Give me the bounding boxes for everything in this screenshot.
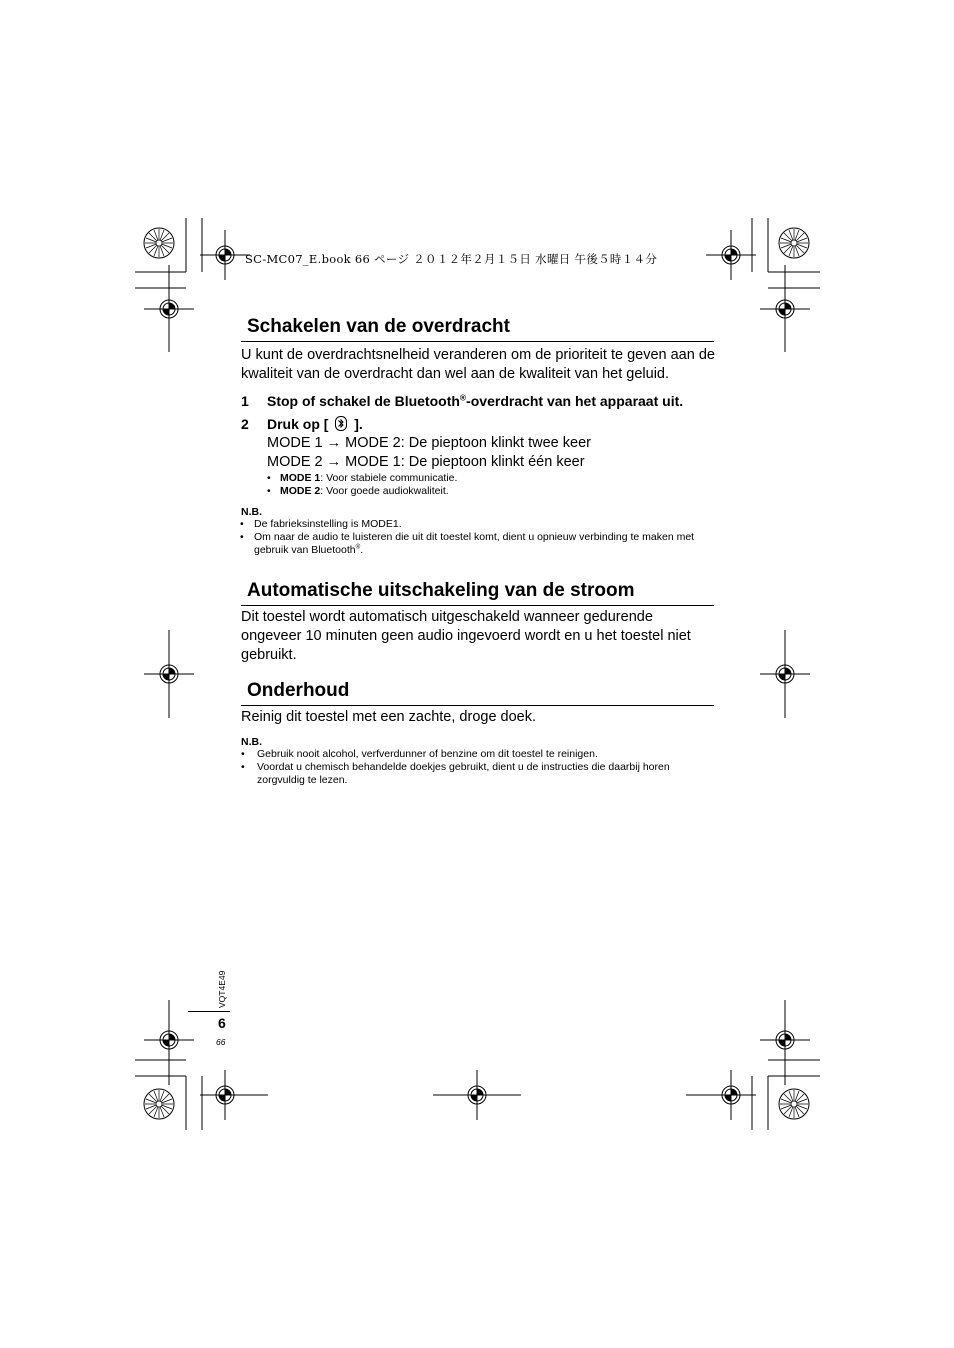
- nb-label: N.B.: [241, 736, 262, 748]
- note-item: • Om naar de audio te luisteren die uit dit toestel komt, dient u opnieuw verbinding te maken met gebruik van Bluetooth®.: [240, 531, 695, 556]
- note-item: • Gebruik nooit alcohol, verfverdunner of benzine om dit toestel te reinigen.: [241, 748, 598, 760]
- book-page-number: 66: [216, 1037, 226, 1047]
- section-title-transfer: Schakelen van de overdracht: [247, 316, 510, 337]
- mode-line-2: MODE 2 → MODE 1: De pieptoon klinkt één keer: [267, 454, 585, 470]
- bluetooth-icon: [335, 416, 347, 431]
- doc-code: VQT4E49: [217, 970, 227, 1008]
- section-rule: [241, 341, 714, 342]
- section-title-maintenance: Onderhoud: [247, 680, 350, 701]
- section-rule: [241, 705, 714, 706]
- note-item: • De fabrieksinstelling is MODE1.: [240, 518, 402, 530]
- section-maintenance-body: Reinig dit toestel met een zachte, droge doek.: [241, 709, 537, 725]
- mode-line-1: MODE 1 → MODE 2: De pieptoon klinkt twee keer: [267, 435, 591, 451]
- page-number: 6: [218, 1015, 226, 1031]
- section-rule: [241, 605, 714, 606]
- section-intro: U kunt de overdrachtsnelheid veranderen om de prioriteit te geven aan de kwaliteit van de overdracht dan wel aan de kwaliteit van het geluid.: [241, 347, 715, 382]
- step-number-2: 2: [241, 416, 249, 432]
- mode-1-desc: • MODE 1: Voor stabiele communicatie.: [267, 472, 458, 484]
- section-auto-off-body: Dit toestel wordt automatisch uitgeschakeld wanneer gedurende ongeveer 10 minuten geen audio ingevoerd wordt en u het toestel niet gebruikt.: [241, 609, 691, 663]
- mode-2-desc: • MODE 2: Voor goede audiokwaliteit.: [267, 485, 449, 497]
- footer-rule: [188, 1011, 230, 1012]
- nb-label: N.B.: [241, 506, 262, 518]
- section-title-auto-off: Automatische uitschakeling van de stroom: [247, 580, 635, 601]
- file-info-header: SC-MC07_E.book 66 ページ ２０１２年２月１５日 水曜日 午後５時１４分: [245, 252, 658, 266]
- step-2-text: Druk op [ ].: [267, 416, 363, 432]
- note-item: • Voordat u chemisch behandelde doekjes gebruikt, dient u de instructies die daarbij horen zorgvuldig te lezen.: [241, 761, 670, 786]
- step-number-1: 1: [241, 393, 249, 409]
- step-1-text: Stop of schakel de Bluetooth®-overdracht van het apparaat uit.: [267, 392, 684, 409]
